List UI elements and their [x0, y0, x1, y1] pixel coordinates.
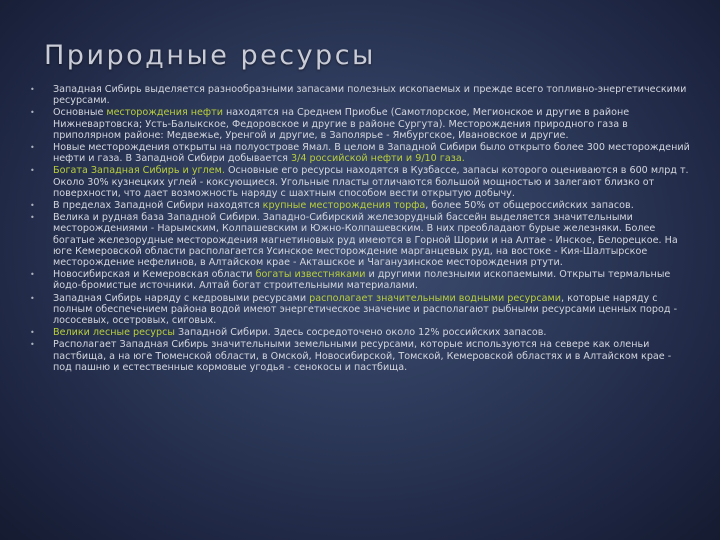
highlighted-text: 3/4 российской нефти и 9/10 газа. [290, 153, 465, 165]
bullet-item [30, 142, 692, 164]
bullet-marker: • [30, 201, 35, 211]
bullet-item [30, 200, 692, 211]
bullet-text: Располагает Западная Сибирь значительными земельными ресурсами, которые используются на севере как оленьи пастбища, а на юге Тюменской области, в Омской, Новосибирской, Томской, Кемеровской областях и в Алтайском крае - под пашню и естественные кормовые угодья - сенокосы и пастбища. [53, 339, 672, 373]
bullet-text: Основные его ресурсы находятся в Кузбассе, запасы которого оцениваются в 600 млрд т. Около 30% кузнецких углей - коксующиеся. Угольные пласты отличаются большой мощностью и залегают близко от поверхности, что дает возможность наряду с шахтным способом вести открытую добычу. [53, 165, 689, 199]
bullet-marker: • [30, 85, 35, 94]
highlighted-text: Велики лесные ресурсы [53, 327, 175, 339]
bullet-text: Новосибирская и Кемеровская области [53, 269, 256, 281]
bullet-marker: • [30, 166, 35, 176]
bullet-text: Новые месторождения открыты на полуострове Ямал. В целом в Западной Сибири было открыто более 300 месторождений нефти и газа. В Западной Сибири добывается [53, 142, 690, 165]
bullet-text: , более 50% от общероссийских запасов. [425, 200, 634, 212]
bullet-text: Западной Сибири. Здесь сосредоточено около 12% российских запасов. [174, 327, 547, 339]
bullet-item [30, 339, 692, 373]
slide-title: Природные ресурсы [44, 40, 376, 71]
bullet-marker: • [30, 340, 35, 350]
bullet-item [30, 212, 692, 268]
bullet-text: Западная Сибирь выделяется разнообразными запасами полезных ископаемых и прежде всего топливно-энергетическими ресурсами. [53, 84, 687, 107]
bullet-text: находятся на Среднем Приобье (Самотлорское, Мегионское и другие в районе Нижневартовска; Усть-Балыкское, Федоровское и другие в районе Сургута). Месторождения природного газа в приполярном районе: Медвежье, Уренгой и другие, в Заполярье - Ямбургское, Ивановское и другие. [53, 107, 630, 141]
bullet-text: Велика и рудная база Западной Сибири. Западно-Сибирский железорудный бассейн выделяется значительными месторождениями - Нарымским, Колпашевским и Южно-Колпашевским. В них преобладают бурые железняки. Более богатые железорудные месторождения магнетиновых руд имеются в Горной Шории и на Алтае - Инское, Белорецкое. На юге Кемеровской области располагается Усинское месторождение марганцевых руд, на востоке - Кия-Шалтырское месторождение нефелинов, в Алтайском крае - Акташское и Чаганузинское месторождения ртути. [53, 212, 678, 269]
highlighted-text: богаты известняками [255, 269, 366, 281]
bullet-text: , которые наряду с полным обеспечением района водой имеют энергетическое значение и располагают рыбными ресурсами ценных пород - лососевых, осетровых, сиговых. [53, 292, 678, 327]
bullet-text: Западная Сибирь наряду с кедровыми ресурсами [53, 292, 310, 304]
bullet-text: и другими полезными ископаемыми. Открыты термальные йодо-бромистые источники. Алтай богат строительными материалами. [53, 269, 671, 292]
bullet-item [30, 165, 692, 199]
highlighted-text: располагает значительными водными ресурсами [309, 292, 561, 304]
bullet-marker: • [30, 293, 35, 303]
bullet-item [30, 293, 692, 327]
bullet-marker: • [30, 328, 35, 338]
bullet-marker: • [30, 213, 35, 223]
highlighted-text: Богата Западная Сибирь и углем. [53, 165, 225, 177]
bullet-item [30, 107, 692, 141]
bullet-marker: • [30, 108, 35, 118]
bullet-item [30, 269, 692, 291]
bullet-marker: • [30, 270, 35, 280]
bullet-text: В пределах Западной Сибири находятся [53, 200, 263, 212]
bullet-list [30, 84, 692, 374]
bullet-marker: • [30, 143, 35, 153]
highlighted-text: месторождения нефти [106, 107, 223, 119]
bullet-text: Основные [53, 107, 107, 119]
bullet-item [30, 327, 692, 338]
highlighted-text: крупные месторождения торфа [262, 200, 426, 212]
bullet-item [30, 84, 692, 106]
